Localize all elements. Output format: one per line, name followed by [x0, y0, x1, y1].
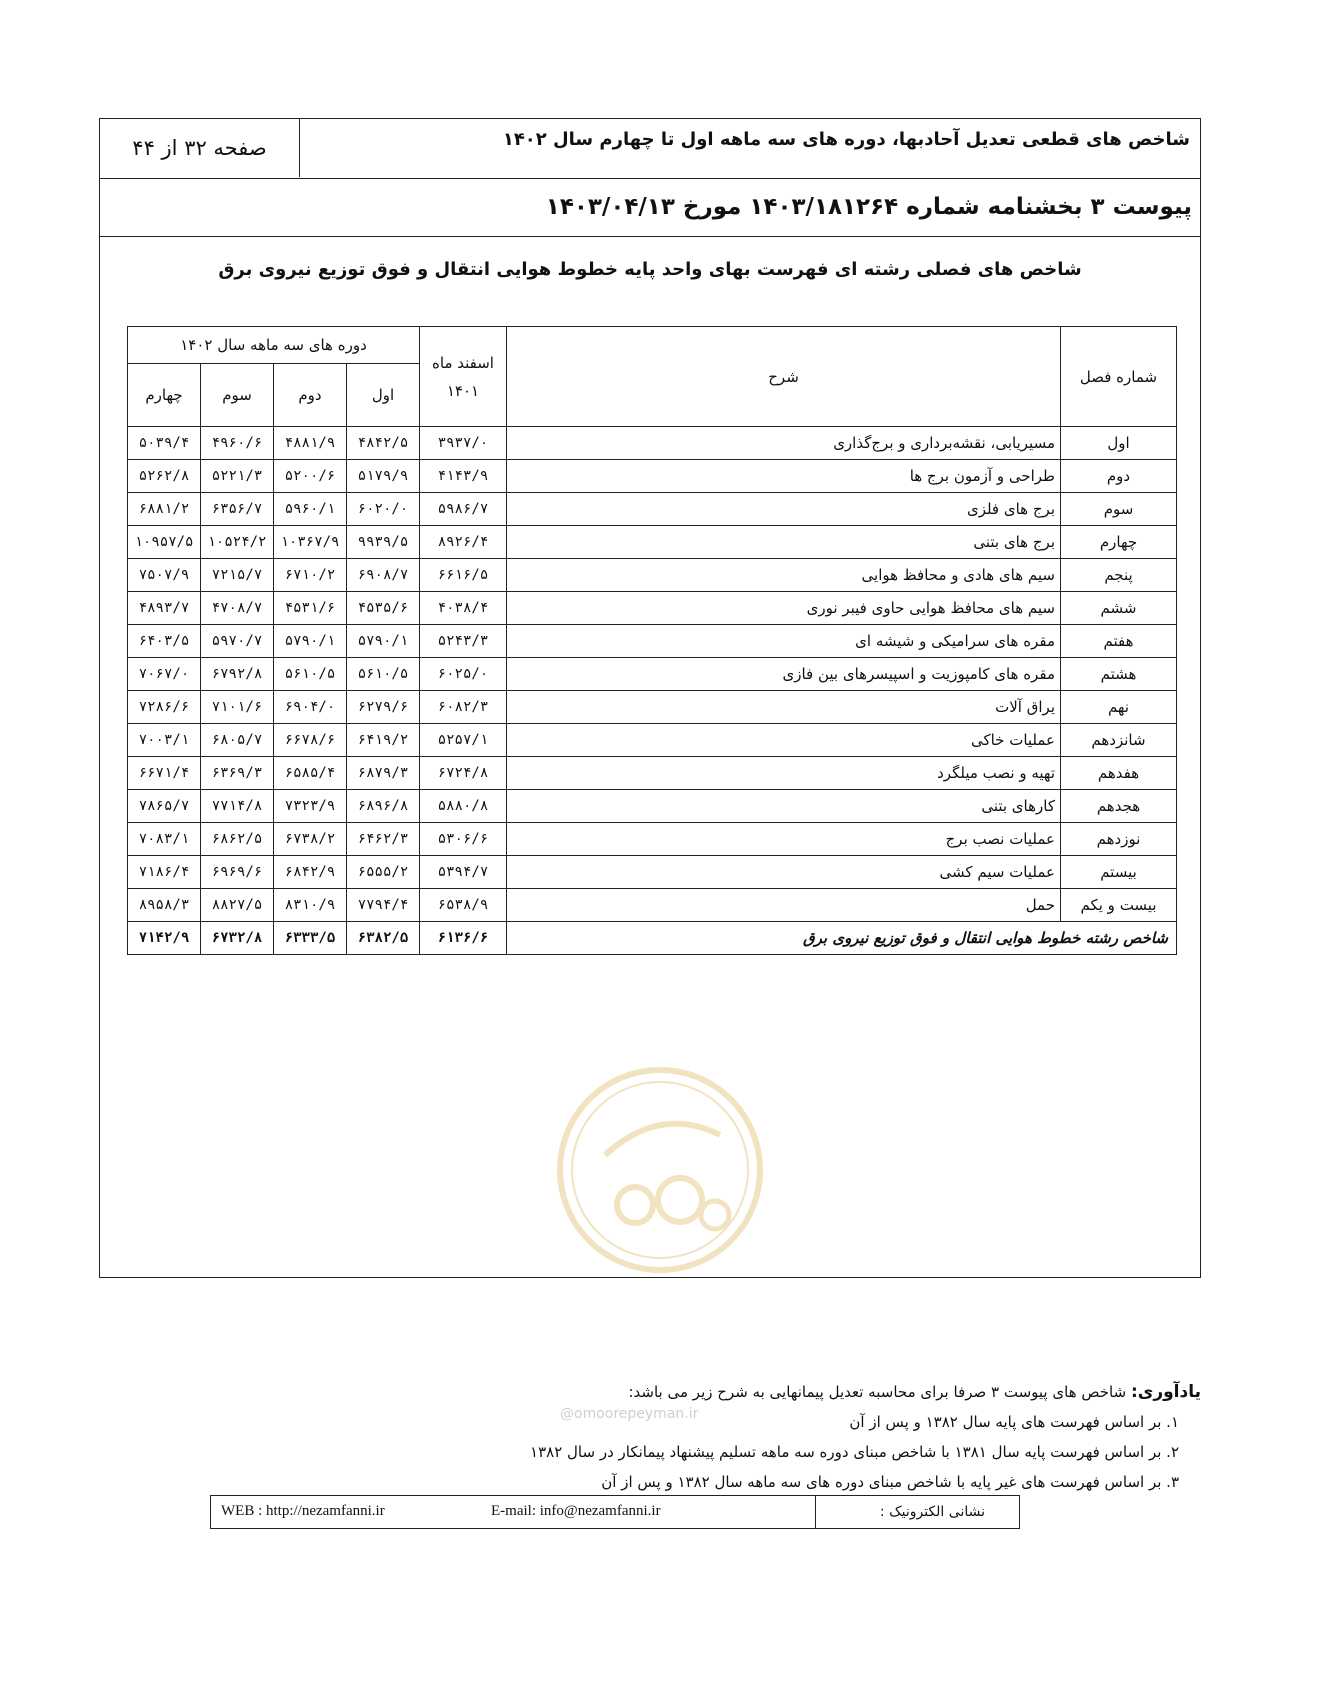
cell-q3: ۵۹۷۰/۷ [201, 625, 274, 658]
reminder-item: ۱. بر اساس فهرست های پایه سال ۱۳۸۲ و پس از آن [849, 1413, 1179, 1431]
cell-desc: مقره های سرامیکی و شیشه ای [507, 625, 1061, 658]
cell-no: نوزدهم [1061, 823, 1177, 856]
cell-q1: ۷۷۹۴/۴ [347, 889, 420, 922]
cell-total-q3: ۶۷۳۲/۸ [201, 922, 274, 955]
cell-esfand: ۵۳۹۴/۷ [420, 856, 507, 889]
table-row [128, 724, 1177, 757]
cell-q3: ۶۹۶۹/۶ [201, 856, 274, 889]
reminder-note [301, 1377, 1201, 1497]
cell-desc: تهیه و نصب میلگرد [507, 757, 1061, 790]
cell-q4: ۵۲۶۲/۸ [128, 460, 201, 493]
cell-q1: ۶۴۶۲/۳ [347, 823, 420, 856]
table-row [128, 625, 1177, 658]
cell-q2: ۷۳۲۳/۹ [274, 790, 347, 823]
cell-desc: مقره های کامپوزیت و اسپیسرهای بین فازی [507, 658, 1061, 691]
cell-q3: ۶۳۵۶/۷ [201, 493, 274, 526]
cell-q4: ۴۸۹۳/۷ [128, 592, 201, 625]
header-q1: اول [347, 364, 420, 427]
cell-esfand: ۵۹۸۶/۷ [420, 493, 507, 526]
cell-q2: ۴۵۳۱/۶ [274, 592, 347, 625]
table-row [128, 526, 1177, 559]
cell-desc: عملیات سیم کشی [507, 856, 1061, 889]
cell-esfand: ۶۷۲۴/۸ [420, 757, 507, 790]
cell-q3: ۴۷۰۸/۷ [201, 592, 274, 625]
cell-q3: ۶۷۹۲/۸ [201, 658, 274, 691]
cell-desc: عملیات خاکی [507, 724, 1061, 757]
cell-q1: ۵۷۹۰/۱ [347, 625, 420, 658]
cell-q1: ۶۲۷۹/۶ [347, 691, 420, 724]
table-row [128, 757, 1177, 790]
cell-q2: ۶۷۱۰/۲ [274, 559, 347, 592]
table-row [128, 823, 1177, 856]
cell-q4: ۷۵۰۷/۹ [128, 559, 201, 592]
cell-q3: ۶۸۶۲/۵ [201, 823, 274, 856]
cell-q1: ۵۱۷۹/۹ [347, 460, 420, 493]
cell-q4: ۶۸۸۱/۲ [128, 493, 201, 526]
cell-q3: ۵۲۲۱/۳ [201, 460, 274, 493]
cell-q2: ۵۲۰۰/۶ [274, 460, 347, 493]
cell-total-q4: ۷۱۴۲/۹ [128, 922, 201, 955]
cell-no: بیست و یکم [1061, 889, 1177, 922]
cell-desc: عملیات نصب برج [507, 823, 1061, 856]
cell-q2: ۶۶۷۸/۶ [274, 724, 347, 757]
cell-q2: ۴۸۸۱/۹ [274, 427, 347, 460]
cell-q4: ۶۴۰۳/۵ [128, 625, 201, 658]
table-row [128, 856, 1177, 889]
cell-q3: ۷۲۱۵/۷ [201, 559, 274, 592]
cell-no: اول [1061, 427, 1177, 460]
cell-esfand: ۳۹۳۷/۰ [420, 427, 507, 460]
header-quarter-group: دوره های سه ماهه سال ۱۴۰۲ [128, 327, 420, 364]
cell-q4: ۷۸۶۵/۷ [128, 790, 201, 823]
cell-no: دوم [1061, 460, 1177, 493]
cell-esfand: ۴۱۴۳/۹ [420, 460, 507, 493]
cell-q1: ۹۹۳۹/۵ [347, 526, 420, 559]
table-row [128, 592, 1177, 625]
table-title: شاخص های فصلی رشته ای فهرست بهای واحد پایه خطوط هوایی انتقال و فوق توزیع نیروی برق [218, 259, 1082, 280]
cell-q2: ۸۳۱۰/۹ [274, 889, 347, 922]
cell-q4: ۸۹۵۸/۳ [128, 889, 201, 922]
document-title: شاخص های قطعی تعدیل آحادبها، دوره های سه ماهه اول تا چهارم سال ۱۴۰۲ [502, 129, 1190, 150]
table-row [128, 460, 1177, 493]
watermark-logo [555, 1065, 765, 1275]
table-row [128, 493, 1177, 526]
cell-desc: برج های بتنی [507, 526, 1061, 559]
cell-esfand: ۵۳۰۶/۶ [420, 823, 507, 856]
cell-desc: مسیریابی، نقشه‌برداری و برج‌گذاری [507, 427, 1061, 460]
header-q3: سوم [201, 364, 274, 427]
cell-q2: ۵۶۱۰/۵ [274, 658, 347, 691]
cell-esfand: ۵۲۴۳/۳ [420, 625, 507, 658]
watermark-site: @omoorepeyman.ir [560, 1406, 699, 1422]
cell-q1: ۶۵۵۵/۲ [347, 856, 420, 889]
page-number: صفحه ۳۲ از ۴۴ [100, 119, 300, 177]
index-table [127, 326, 1177, 955]
cell-q1: ۶۸۷۹/۳ [347, 757, 420, 790]
cell-no: نهم [1061, 691, 1177, 724]
cell-q1: ۶۴۱۹/۲ [347, 724, 420, 757]
cell-q3: ۶۸۰۵/۷ [201, 724, 274, 757]
table-row [128, 889, 1177, 922]
cell-q3: ۷۱۰۱/۶ [201, 691, 274, 724]
footer-web[interactable]: WEB : http://nezamfanni.ir [221, 1503, 385, 1519]
cell-q4: ۱۰۹۵۷/۵ [128, 526, 201, 559]
cell-q1: ۵۶۱۰/۵ [347, 658, 420, 691]
cell-total-q2: ۶۳۳۳/۵ [274, 922, 347, 955]
reminder-item: ۳. بر اساس فهرست های غیر پایه با شاخص مبنای دوره های سه ماهه سال ۱۳۸۲ و پس از آن [601, 1473, 1179, 1491]
cell-esfand: ۶۵۳۸/۹ [420, 889, 507, 922]
reminder-label: یادآوری: [1130, 1382, 1201, 1402]
table-row [128, 691, 1177, 724]
cell-desc: برج های فلزی [507, 493, 1061, 526]
cell-esfand: ۶۶۱۶/۵ [420, 559, 507, 592]
cell-esfand: ۵۲۵۷/۱ [420, 724, 507, 757]
table-body [128, 427, 1177, 955]
cell-q2: ۵۷۹۰/۱ [274, 625, 347, 658]
cell-q3: ۶۳۶۹/۳ [201, 757, 274, 790]
table-row [128, 790, 1177, 823]
cell-no: هشتم [1061, 658, 1177, 691]
cell-esfand: ۴۰۳۸/۴ [420, 592, 507, 625]
total-row [128, 922, 1177, 955]
cell-q1: ۴۸۴۲/۵ [347, 427, 420, 460]
cell-esfand: ۶۰۸۲/۳ [420, 691, 507, 724]
cell-no: شانزدهم [1061, 724, 1177, 757]
cell-total-desc: شاخص رشته خطوط هوایی انتقال و فوق توزیع نیروی برق [507, 922, 1177, 955]
cell-total-q1: ۶۳۸۲/۵ [347, 922, 420, 955]
header-row [100, 119, 1200, 179]
cell-q1: ۶۰۲۰/۰ [347, 493, 420, 526]
cell-q2: ۶۹۰۴/۰ [274, 691, 347, 724]
header-description: شرح [507, 327, 1061, 427]
reminder-item: ۲. بر اساس فهرست پایه سال ۱۳۸۱ با شاخص مبنای دوره سه ماهه تسلیم پیشنهاد پیمانکار در سال ۱۳۸۲ [530, 1443, 1179, 1461]
cell-q4: ۷۱۸۶/۴ [128, 856, 201, 889]
cell-no: سوم [1061, 493, 1177, 526]
footer-label: نشانی الکترونیک : [815, 1496, 1019, 1528]
cell-no: ششم [1061, 592, 1177, 625]
footer-box [210, 1495, 1020, 1529]
cell-desc: سیم های هادی و محافظ هوایی [507, 559, 1061, 592]
cell-no: هفدهم [1061, 757, 1177, 790]
cell-q4: ۷۰۶۷/۰ [128, 658, 201, 691]
cell-q3: ۱۰۵۲۴/۲ [201, 526, 274, 559]
cell-total-esfand: ۶۱۳۶/۶ [420, 922, 507, 955]
cell-desc: کارهای بتنی [507, 790, 1061, 823]
cell-no: هجدهم [1061, 790, 1177, 823]
cell-q1: ۴۵۳۵/۶ [347, 592, 420, 625]
cell-q1: ۶۸۹۶/۸ [347, 790, 420, 823]
cell-q2: ۶۵۸۵/۴ [274, 757, 347, 790]
cell-esfand: ۸۹۲۶/۴ [420, 526, 507, 559]
header-q4: چهارم [128, 364, 201, 427]
cell-desc: طراحی و آزمون برج ها [507, 460, 1061, 493]
cell-esfand: ۶۰۲۵/۰ [420, 658, 507, 691]
table-row [128, 658, 1177, 691]
cell-q3: ۴۹۶۰/۶ [201, 427, 274, 460]
table-row [128, 427, 1177, 460]
cell-q2: ۶۸۴۲/۹ [274, 856, 347, 889]
header-q2: دوم [274, 364, 347, 427]
cell-q2: ۱۰۳۶۷/۹ [274, 526, 347, 559]
table-row [128, 559, 1177, 592]
header-chapter-number: شماره فصل [1061, 327, 1177, 427]
header-esfand-1401: اسفند ماه ۱۴۰۱ [420, 327, 507, 427]
cell-no: چهارم [1061, 526, 1177, 559]
cell-q3: ۷۷۱۴/۸ [201, 790, 274, 823]
cell-desc: سیم های محافظ هوایی حاوی فیبر نوری [507, 592, 1061, 625]
cell-q4: ۷۰۰۳/۱ [128, 724, 201, 757]
circular-reference: پیوست ۳ بخشنامه شماره ۱۴۰۳/۱۸۱۲۶۴ مورخ ۱۴۰۳/۰۴/۱۳ [100, 179, 1200, 237]
cell-no: بیستم [1061, 856, 1177, 889]
cell-q4: ۵۰۳۹/۴ [128, 427, 201, 460]
cell-q2: ۵۹۶۰/۱ [274, 493, 347, 526]
cell-q3: ۸۸۲۷/۵ [201, 889, 274, 922]
cell-no: پنجم [1061, 559, 1177, 592]
cell-q4: ۶۶۷۱/۴ [128, 757, 201, 790]
reminder-intro: شاخص های پیوست ۳ صرفا برای محاسبه تعدیل پیمانهایی به شرح زیر می باشد: [628, 1383, 1127, 1401]
cell-q4: ۷۰۸۳/۱ [128, 823, 201, 856]
cell-q4: ۷۲۸۶/۶ [128, 691, 201, 724]
cell-q2: ۶۷۳۸/۲ [274, 823, 347, 856]
footer-email[interactable]: E-mail: info@nezamfanni.ir [491, 1503, 661, 1519]
cell-desc: حمل [507, 889, 1061, 922]
cell-esfand: ۵۸۸۰/۸ [420, 790, 507, 823]
cell-desc: یراق آلات [507, 691, 1061, 724]
cell-no: هفتم [1061, 625, 1177, 658]
cell-q1: ۶۹۰۸/۷ [347, 559, 420, 592]
